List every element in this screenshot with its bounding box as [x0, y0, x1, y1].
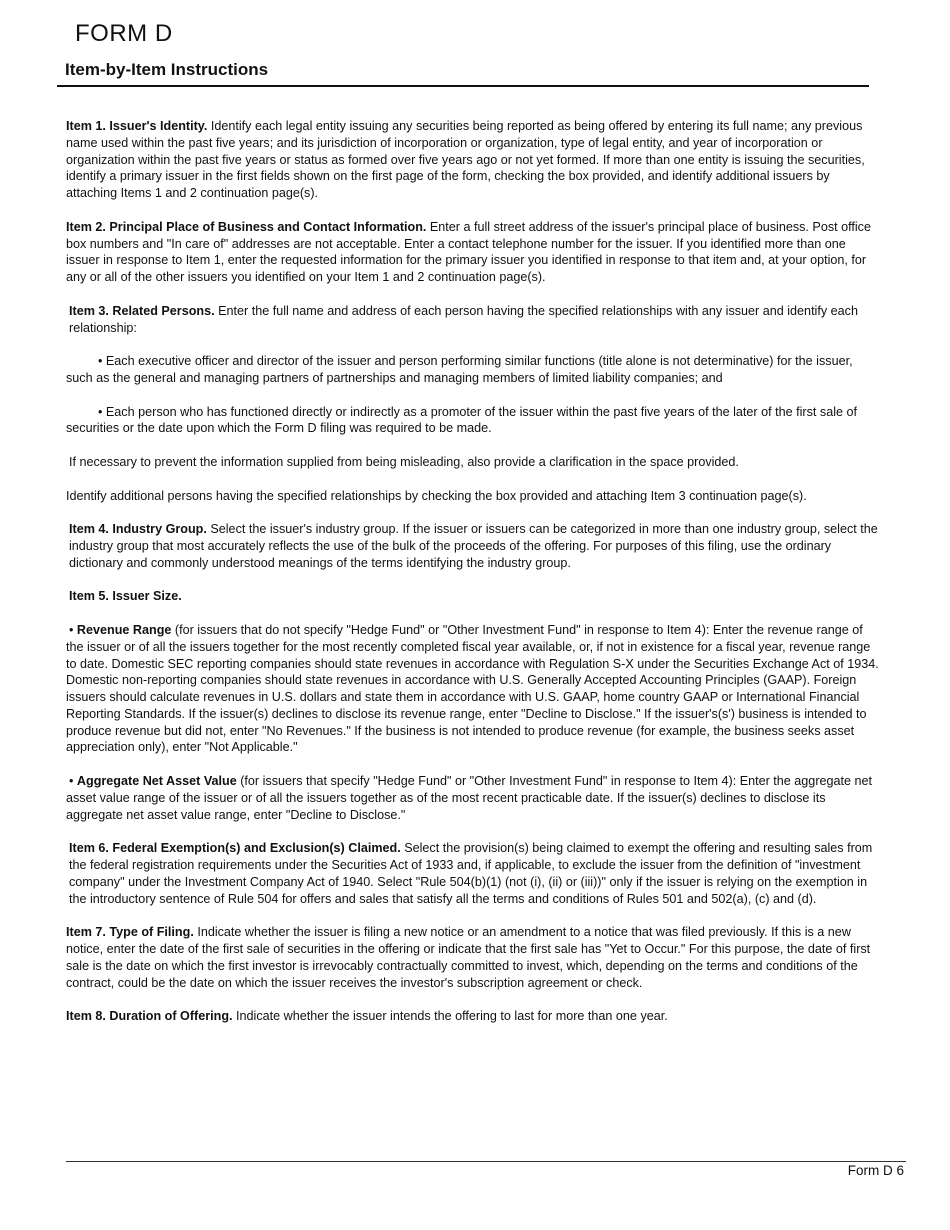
item-2-paragraph	[66, 219, 882, 286]
item-3-clarification-note: If necessary to prevent the information supplied from being misleading, also provide a clarification in the space provided.	[69, 454, 739, 469]
aggregate-nav-bullet: •	[69, 774, 74, 789]
section-title: Item-by-Item Instructions	[65, 60, 269, 79]
item-4-heading: Item 4. Industry Group.	[69, 522, 207, 537]
item-3-text: Enter the full name and address of each person having the specified relationships with any issuer and identify each relationship:	[69, 303, 858, 335]
item-3-continuation-note: Identify additional persons having the specified relationships by checking the box provided and attaching Item 3 continuation page(s).	[66, 488, 807, 503]
item-8-text: Indicate whether the issuer intends the offering to last for more than one year.	[232, 1009, 668, 1024]
aggregate-nav-text: (for issuers that specify "Hedge Fund" or "Other Investment Fund" in response to Item 4): Enter the aggregate net asset value range of the issuer or of all the issuers together as of the most recent practicable date. If the issuer(s) declines to disclose its aggregate net asset value range, enter "Decline to Disclose."	[66, 774, 873, 822]
item-3-bullet-officers: • Each executive officer and director of the issuer and person performing similar functions (title alone is not determinative) for the issuer, such as the general and managing partners of partnerships and managing members of limited liability companies; and	[66, 354, 853, 385]
item-8-paragraph	[66, 1008, 882, 1025]
item-7-text: Indicate whether the issuer is filing a new notice or an amendment to a notice that was filed previously. If this is a new notice, enter the date of the first sale of securities in the offering or indicate that the first sale has "Yet to Occur." For this purpose, the date of first sale is the date on which the first investor is irrevocably contractually committed to invest, which, depending on the terms and conditions of the contract, could be the date on which the issuer receives the investor's subscription agreement or check.	[66, 925, 871, 990]
item-5-revenue-range	[66, 622, 882, 756]
instructions-body	[66, 118, 882, 1042]
item-3-bullet-promoters: • Each person who has functioned directly or indirectly as a promoter of the issuer within the past five years of the later of the first sale of securities or the date upon which the Form D filing was required to be made.	[66, 404, 858, 436]
item-5-heading: Item 5. Issuer Size.	[69, 589, 182, 604]
item-7-paragraph	[66, 924, 882, 991]
item-6-heading: Item 6. Federal Exemption(s) and Exclusion(s) Claimed.	[69, 841, 401, 856]
title-divider	[57, 85, 869, 87]
item-4-paragraph	[66, 521, 882, 571]
item-3-heading: Item 3. Related Persons.	[69, 303, 215, 318]
revenue-range-text: (for issuers that do not specify "Hedge Fund" or "Other Investment Fund" in response to Item 4): Enter the revenue range of the issuer or of all the issuers together for the most recently completed fiscal year available, or, if not in existence for a fiscal year, revenue range to date. Domestic SEC reporting companies should state revenues in accordance with Regulation S-X under the Securities Exchange Act of 1934. Domestic non-reporting companies should state revenues in accordance with U.S. Generally Accepted Accounting Principles (GAAP). Foreign issuers should calculate revenues in U.S. dollars and state them in accordance with U.S. GAAP, home country GAAP or International Financial Reporting Standards. If the issuer(s) declines to disclose its revenue range, enter "Decline to Disclose." If the issuer's(s') business is intended to produce revenue but did not, enter "No Revenues." If the business is not intended to produce revenue (for example, the business seeks asset appreciation only), enter "Not Applicable."	[66, 622, 879, 755]
item-7-heading: Item 7. Type of Filing.	[66, 925, 194, 940]
form-title: FORM D	[75, 20, 173, 47]
aggregate-nav-heading: Aggregate Net Asset Value	[76, 774, 237, 789]
item-6-text: Select the provision(s) being claimed to exempt the offering and resulting sales from the federal registration requirements under the Securities Act of 1933 and, if applicable, to exclude the issuer from the definition of "investment company" under the Investment Company Act of 1940. Select "Rule 504(b)(1) (not (i), (ii) or (iii))" only if the issuer is relying on the exemption in the introductory sentence of Rule 504 for offers and sales that satisfy all the terms and conditions of Rules 501 and 502(a), (c) and (d).	[69, 841, 873, 906]
item-1-text: Identify each legal entity issuing any securities being reported as being offered by entering its full name; any previous name used within the past five years; and its jurisdiction of incorporation or organization, type of legal entity, and year of incorporation or organization within the past five years or status as formed over five years ago or not yet formed. If more than one entity is issuing the securities, identify a primary issuer in the first fields shown on the first page of the form, checking the box provided, and identify additional issuers by attaching Items 1 and 2 continuation page(s).	[66, 119, 865, 201]
item-2-heading: Item 2. Principal Place of Business and Contact Information.	[66, 219, 427, 234]
item-6-paragraph	[66, 840, 882, 907]
item-5-aggregate-nav	[66, 773, 882, 823]
revenue-range-bullet: •	[69, 622, 74, 637]
item-2-text: Enter a full street address of the issuer's principal place of business. Post office box numbers and "In care of" addresses are not acceptable. Enter a contact telephone number for the issuer. If you identified more than one issuer in response to Item 1, enter the requested information for the primary issuer you identified in response to that item and, at your option, for any or all of the other issuers you identified on your Item 1 and 2 continuation page(s).	[66, 219, 871, 285]
item-4-text: Select the issuer's industry group. If the issuer or issuers can be categorized in more than one industry group, select the industry group that most accurately reflects the use of the bulk of the proceeds of the offering. For purposes of this filing, use the ordinary dictionary and commonly understood meanings of the terms identifying the industry group.	[69, 522, 878, 570]
item-5-paragraph	[66, 588, 882, 605]
item-1-heading: Item 1. Issuer's Identity.	[66, 119, 208, 133]
footer-divider	[66, 1161, 906, 1162]
item-1-paragraph	[66, 118, 882, 202]
page-number: Form D 6	[847, 1163, 904, 1178]
item-3-paragraph	[66, 303, 882, 337]
item-8-heading: Item 8. Duration of Offering.	[66, 1009, 233, 1024]
revenue-range-heading: Revenue Range	[76, 622, 172, 637]
